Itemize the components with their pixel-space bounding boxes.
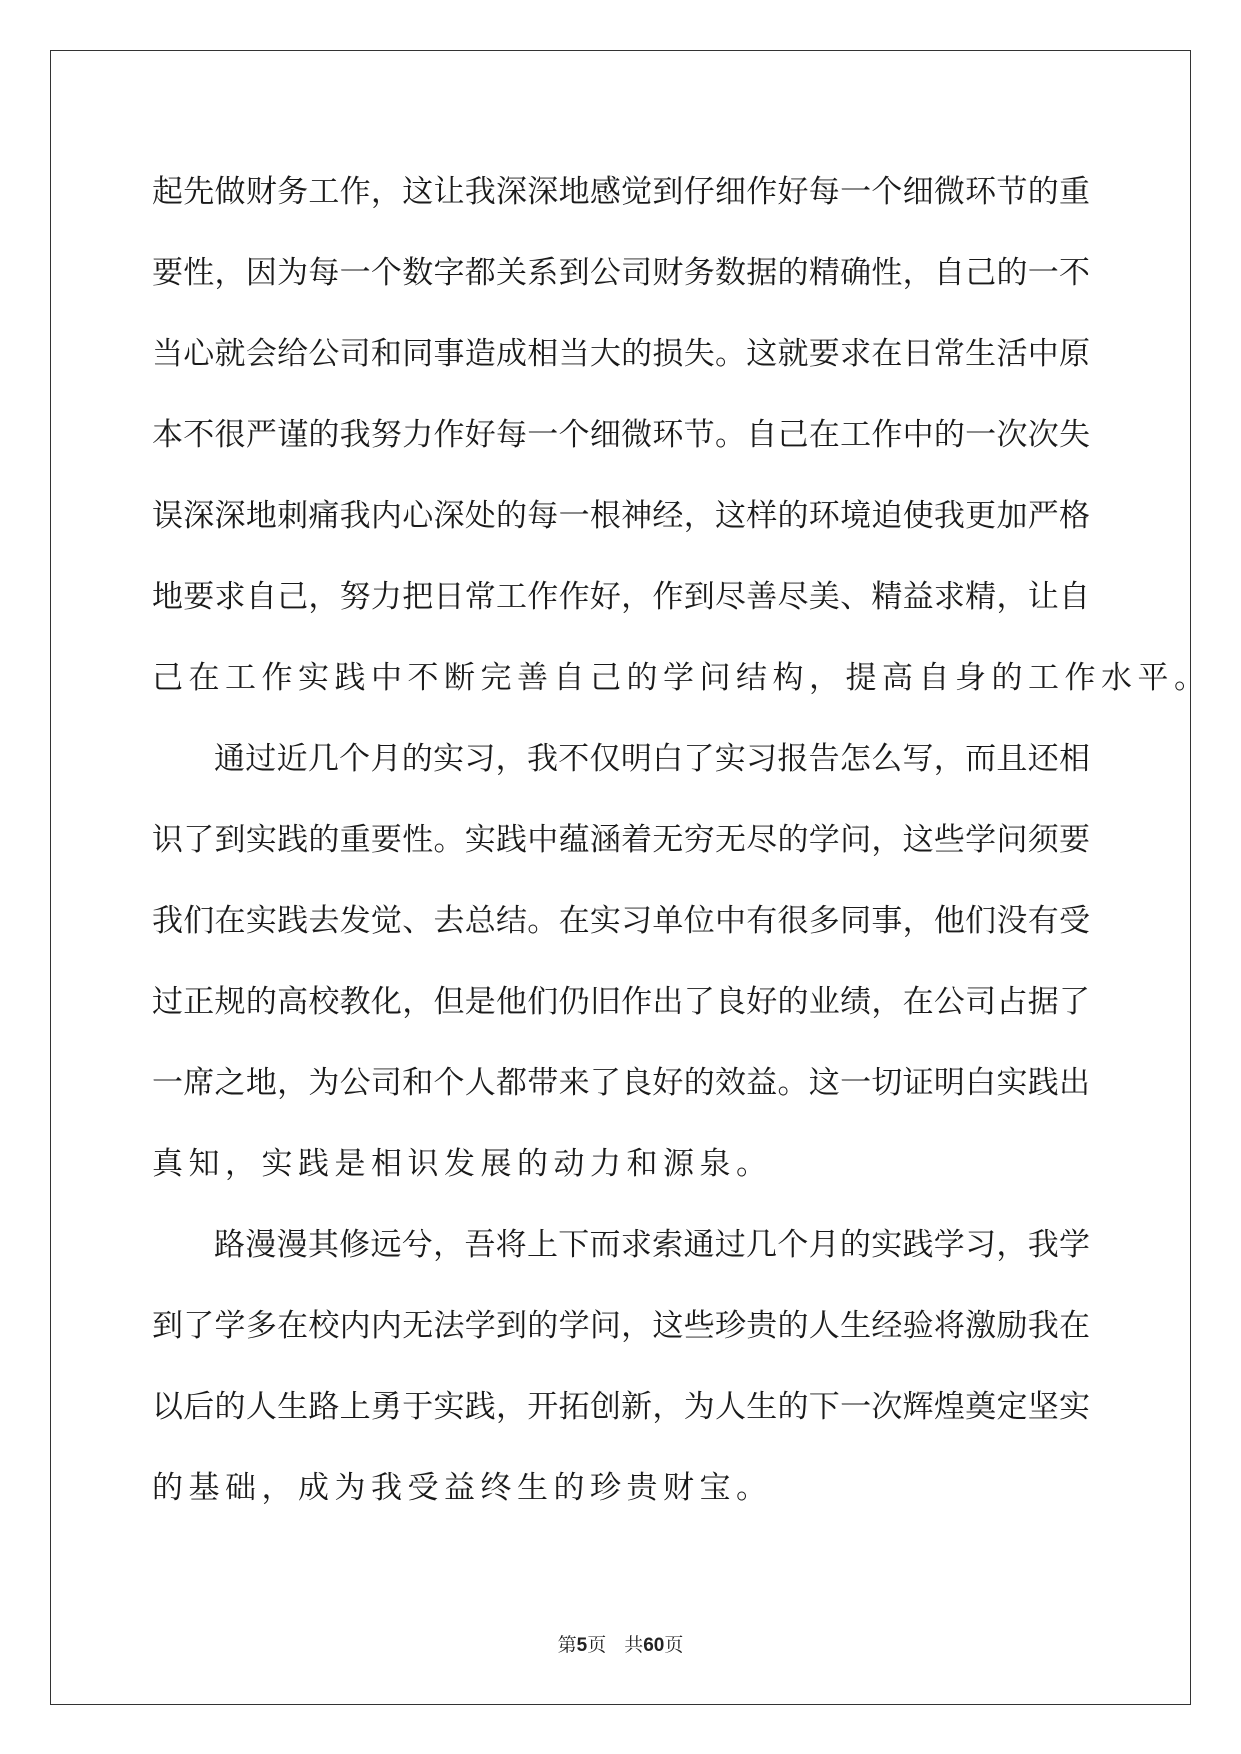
text-line: 地要求自己，努力把日常工作作好，作到尽善尽美、精益求精，让自 — [152, 579, 1090, 615]
document-body — [152, 152, 1211, 1529]
page-number: 5 — [576, 1635, 588, 1656]
text-line: 过正规的高校教化，但是他们仍旧作出了良好的业绩，在公司占据了 — [152, 984, 1090, 1020]
total-prefix: 共 — [624, 1634, 644, 1656]
paragraph-1 — [152, 152, 1211, 719]
text-line: 真知，实践是相识发展的动力和源泉。 — [152, 1146, 773, 1182]
page-suffix: 页 — [587, 1634, 607, 1656]
text-line: 要性，因为每一个数字都关系到公司财务数据的精确性，自己的一不 — [152, 255, 1090, 291]
text-line: 通过近几个月的实习，我不仅明白了实习报告怎么写，而且还相 — [214, 741, 1090, 777]
text-line: 我们在实践去发觉、去总结。在实习单位中有很多同事，他们没有受 — [152, 903, 1090, 939]
text-line: 到了学多在校内内无法学到的学问，这些珍贵的人生经验将激励我在 — [152, 1308, 1090, 1344]
page-prefix: 第 — [557, 1634, 577, 1656]
total-pages: 60 — [643, 1635, 665, 1656]
text-line: 己在工作实践中不断完善自己的学问结构，提高自身的工作水平。 — [152, 660, 1211, 696]
text-line: 的基础，成为我受益终生的珍贵财宝。 — [152, 1470, 773, 1506]
total-suffix: 页 — [664, 1634, 684, 1656]
text-line: 一席之地，为公司和个人都带来了良好的效益。这一切证明白实践出 — [152, 1065, 1090, 1101]
text-line: 路漫漫其修远兮，吾将上下而求索通过几个月的实践学习，我学 — [214, 1227, 1090, 1263]
page-footer — [0, 1630, 1241, 1657]
text-line: 误深深地刺痛我内心深处的每一根神经，这样的环境迫使我更加严格 — [152, 498, 1090, 534]
text-line: 起先做财务工作，这让我深深地感觉到仔细作好每一个细微环节的重 — [152, 174, 1090, 210]
text-line: 以后的人生路上勇于实践，开拓创新，为人生的下一次辉煌奠定坚实 — [152, 1389, 1090, 1425]
text-line: 识了到实践的重要性。实践中蕴涵着无穷无尽的学问，这些学问须要 — [152, 822, 1090, 858]
paragraph-2 — [152, 719, 1090, 1205]
paragraph-3 — [152, 1205, 1090, 1529]
text-line: 当心就会给公司和同事造成相当大的损失。这就要求在日常生活中原 — [152, 336, 1090, 372]
text-line: 本不很严谨的我努力作好每一个细微环节。自己在工作中的一次次失 — [152, 417, 1090, 453]
